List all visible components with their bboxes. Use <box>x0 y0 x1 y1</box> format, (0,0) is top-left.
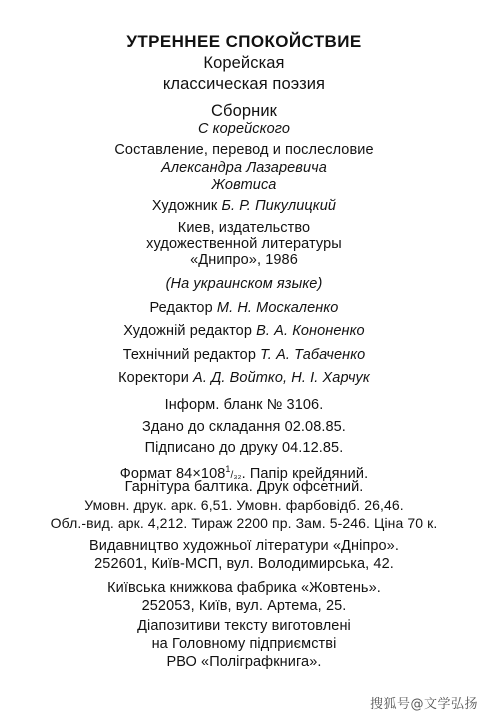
artist-line <box>0 198 488 215</box>
signed-date: Підписано до друку 04.12.85. <box>144 440 344 456</box>
language-note: (На украинском языке) <box>165 276 323 292</box>
factory-line-2: 252053, Київ, вул. Артема, 25. <box>141 598 347 614</box>
proofreaders-line <box>0 370 488 387</box>
format-prefix: Формат 84×108 <box>119 465 226 482</box>
factory-line-1: Київська книжкова фабрика «Жовтень». <box>107 580 381 596</box>
proofreaders-label: Коректори <box>118 370 189 386</box>
art-editor-name: В. А. Кононенко <box>256 323 365 339</box>
diapositive-line-3: РВО «Поліграфкнига». <box>166 654 322 670</box>
proofreaders-names: А. Д. Войтко, Н. І. Харчук <box>193 370 370 386</box>
editor-label: Редактор <box>149 300 213 316</box>
format-suffix: . Папір крейдяний. <box>241 465 369 482</box>
diapositive-line-2: на Головному підприємстві <box>151 636 337 652</box>
typeface-line: Гарнітура балтика. Друк офсетний. <box>124 479 364 495</box>
format-sub: /₃₂ <box>230 469 242 481</box>
format-sup: 1 <box>225 464 231 474</box>
print-sheets-line: Умовн. друк. арк. 6,51. Умовн. фарбовідб. 26,46. <box>84 497 404 513</box>
compiler-name-2: Жовтиса <box>211 177 277 193</box>
publisher-line-1: Киев, издательство <box>177 220 311 236</box>
tech-editor-label: Технічний редактор <box>122 347 256 363</box>
editor-name: М. Н. Москаленко <box>216 300 339 316</box>
diapositive-line-1: Діапозитиви тексту виготовлені <box>137 618 351 634</box>
collection-label: Сборник <box>211 102 277 120</box>
art-editor-line <box>0 323 488 340</box>
publisher-ua-1: Видавництво художньої літератури «Дніпро». <box>89 538 399 554</box>
editor-line <box>0 300 488 317</box>
publisher-line-3: «Днипро», 1986 <box>190 252 298 268</box>
submitted-date: Здано до складання 02.08.85. <box>142 419 346 435</box>
publisher-line-2: художественной литературы <box>146 236 342 252</box>
subtitle-line-1: Корейская <box>203 54 285 72</box>
compiler-name-1: Александра Лазаревича <box>161 160 327 176</box>
translated-from: С корейского <box>197 121 291 137</box>
artist-label: Художник <box>151 198 218 214</box>
tech-editor-name: Т. А. Табаченко <box>260 347 366 363</box>
tech-editor-line <box>0 347 488 364</box>
publishing-sheets-line: Обл.-вид. арк. 4,212. Тираж 2200 пр. Зам. 5-246. Ціна 70 к. <box>50 515 438 531</box>
subtitle-line-2: классическая поэзия <box>162 75 326 93</box>
art-editor-label: Художній редактор <box>123 323 252 339</box>
artist-name: Б. Р. Пикулицкий <box>221 198 337 214</box>
watermark: 搜狐号@文学弘扬 <box>369 697 478 712</box>
compiled-by-label: Составление, перевод и послесловие <box>114 142 374 158</box>
book-title: УТРЕННЕЕ СПОКОЙСТВИЕ <box>126 32 362 51</box>
publisher-ua-2: 252601, Київ-МСП, вул. Володимирська, 42. <box>94 556 394 572</box>
inform-blank: Інформ. бланк № 3106. <box>164 397 324 413</box>
